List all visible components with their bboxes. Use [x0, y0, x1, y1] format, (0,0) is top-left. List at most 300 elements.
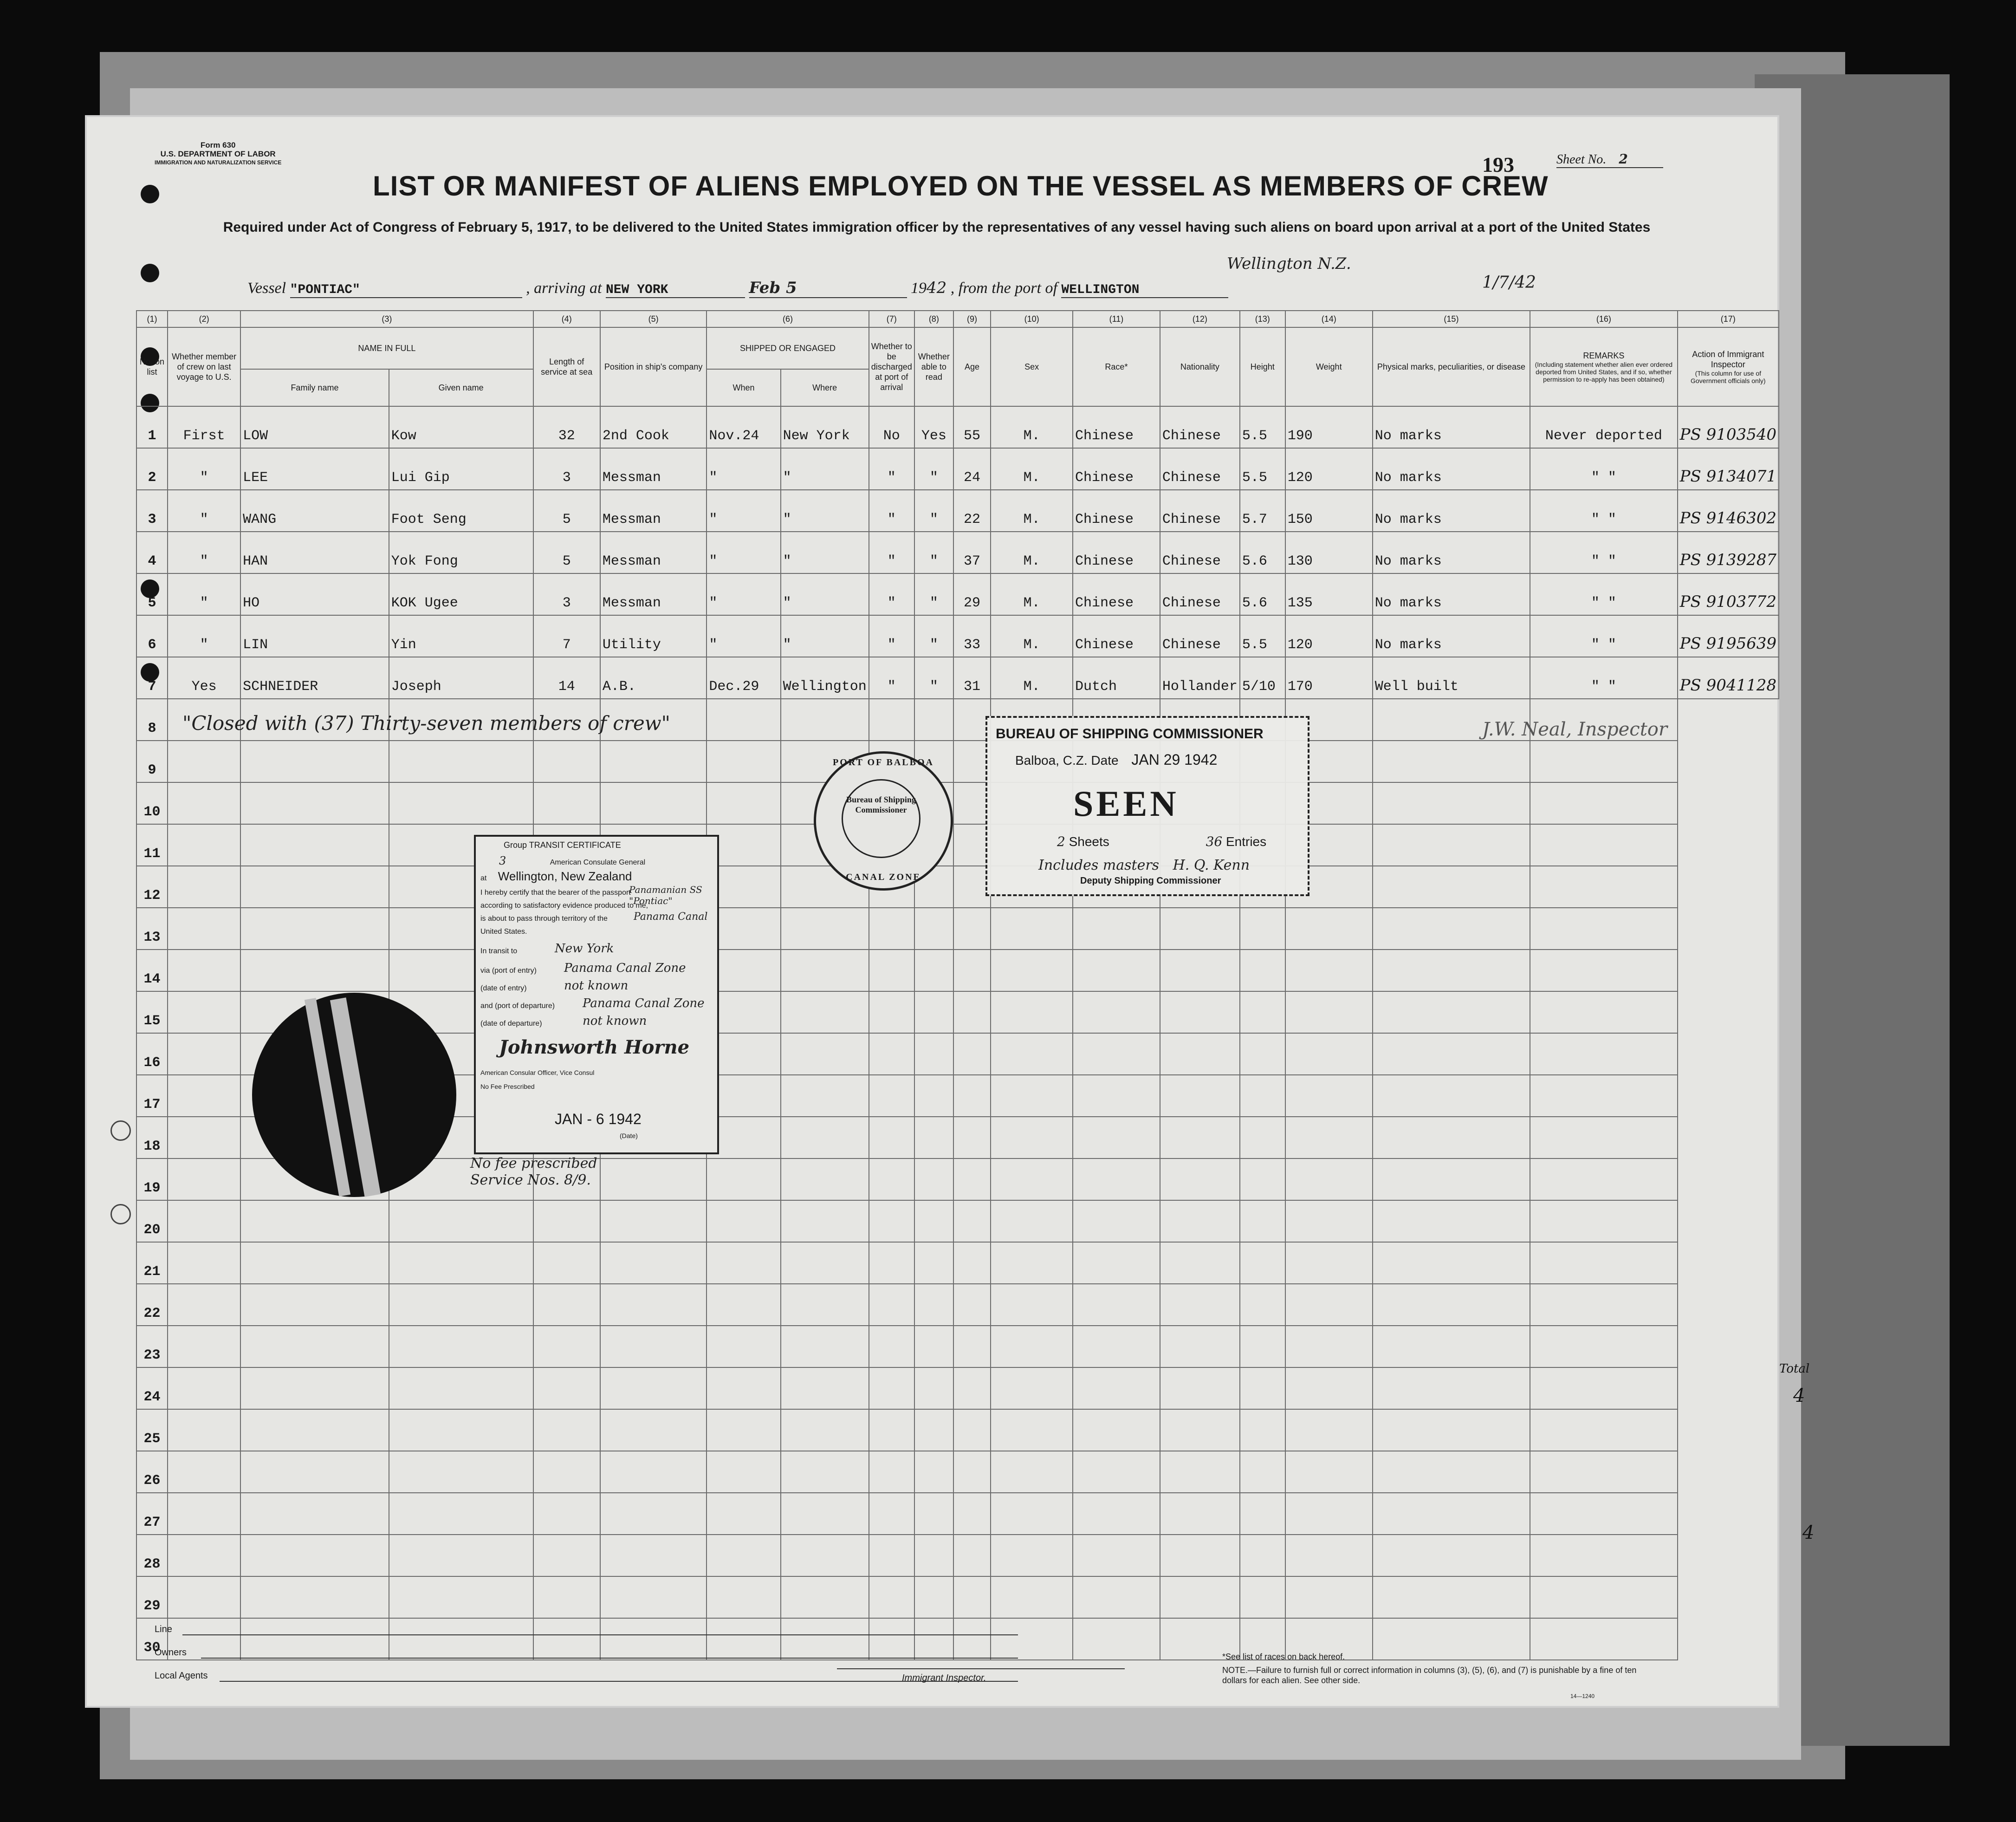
family-name: WANG: [240, 490, 389, 532]
service-years: 5: [533, 490, 600, 532]
empty-cell: [240, 950, 389, 991]
row-number: 18: [136, 1117, 168, 1158]
last-voyage: Yes: [168, 657, 240, 699]
document-number: 193: [1482, 153, 1514, 176]
empty-cell: [168, 1493, 240, 1535]
empty-cell: [533, 1618, 600, 1660]
stamp-title: BUREAU OF SHIPPING COMMISSIONER: [996, 726, 1264, 742]
table-row: [136, 406, 1779, 448]
remarks: " ": [1530, 448, 1677, 490]
race: Dutch: [1073, 657, 1160, 699]
empty-cell: [707, 1409, 780, 1451]
crew-table: [136, 310, 1779, 1660]
cert-according: according to satisfactory evidence produced to me,: [480, 902, 648, 910]
empty-cell: [1373, 991, 1530, 1033]
row-number: 20: [136, 1200, 168, 1242]
age: 55: [953, 406, 991, 448]
empty-cell: [600, 1493, 707, 1535]
empty-cell: [869, 1367, 914, 1409]
total-value: 4: [1793, 1385, 1805, 1406]
race: Chinese: [1073, 532, 1160, 573]
row-number: 4: [136, 532, 168, 573]
remarks: " ": [1530, 657, 1677, 699]
stamp-signature: H. Q. Kenn: [1173, 857, 1250, 873]
empty-cell: [991, 1326, 1073, 1367]
empty-cell: [1285, 908, 1373, 950]
col-num: (7): [869, 311, 914, 327]
empty-cell: [1240, 1576, 1285, 1618]
shipping-commissioner-stamp: [985, 716, 1309, 896]
vessel-label: Vessel: [247, 280, 286, 297]
empty-cell: [1530, 1200, 1677, 1242]
empty-cell: [1373, 782, 1530, 824]
nationality: Chinese: [1160, 406, 1240, 448]
weight: 150: [1285, 490, 1373, 532]
empty-cell: [914, 908, 953, 950]
sex: M.: [991, 573, 1073, 615]
footer-inspector-rule: [837, 1668, 1125, 1669]
empty-cell: [168, 1117, 240, 1158]
row-number: 22: [136, 1284, 168, 1326]
sex: M.: [991, 532, 1073, 573]
empty-cell: [168, 1284, 240, 1326]
header-shipped: SHIPPED OR ENGAGED: [707, 327, 869, 369]
service-years: 14: [533, 657, 600, 699]
empty-cell: [168, 1326, 240, 1367]
empty-cell: [953, 1242, 991, 1284]
physical-marks: No marks: [1373, 406, 1530, 448]
empty-cell: [168, 866, 240, 908]
empty-cell: [781, 1409, 869, 1451]
empty-cell: [781, 1618, 869, 1660]
header-age: Age: [953, 327, 991, 406]
empty-cell: [953, 950, 991, 991]
cert-certify: I hereby certify that the bearer of the passport: [480, 889, 631, 897]
footer-note-fine: NOTE.—Failure to furnish full or correct information in columns (3), (5), (6), and (7) is punishable by a fine of ten dollars for each alien. See other side.: [1222, 1666, 1637, 1685]
empty-cell: [1240, 1033, 1285, 1075]
stamp-date: JAN 29 1942: [1131, 751, 1218, 768]
table-row: [136, 573, 1779, 615]
shipped-when: ": [707, 615, 780, 657]
empty-cell: [1160, 950, 1240, 991]
row-number: 16: [136, 1033, 168, 1075]
empty-cell: [168, 1451, 240, 1493]
table-row: [136, 1367, 1779, 1409]
col-num: (6): [707, 311, 869, 327]
table-row: [136, 532, 1779, 573]
empty-cell: [168, 991, 240, 1033]
discharged: ": [869, 657, 914, 699]
empty-cell: [533, 1451, 600, 1493]
shipped-where: ": [781, 532, 869, 573]
empty-cell: [991, 1200, 1073, 1242]
header-weight: Weight: [1285, 327, 1373, 406]
header-where: Where: [781, 369, 869, 406]
race: Chinese: [1073, 490, 1160, 532]
shipped-where: New York: [781, 406, 869, 448]
empty-cell: [1285, 1075, 1373, 1117]
empty-cell: [1160, 1075, 1240, 1117]
inspector-action: PS 9041128: [1678, 657, 1779, 699]
empty-cell: [1373, 1493, 1530, 1535]
table-row: [136, 741, 1779, 782]
shipped-when: ": [707, 532, 780, 573]
stamp-entries-label: Entries: [1225, 834, 1267, 849]
cert-at-label: at: [480, 874, 487, 882]
race: Chinese: [1073, 448, 1160, 490]
row-number: 8: [136, 699, 168, 741]
able-to-read: ": [914, 448, 953, 490]
row-number: 29: [136, 1576, 168, 1618]
arriving-label: , arriving at: [526, 280, 602, 297]
empty-cell: [1285, 1535, 1373, 1576]
empty-cell: [240, 908, 389, 950]
able-to-read: Yes: [914, 406, 953, 448]
shipped-where: ": [781, 573, 869, 615]
total-label: Total: [1779, 1362, 1810, 1376]
empty-cell: [389, 741, 533, 782]
stamp-role: Deputy Shipping Commissioner: [1080, 876, 1221, 886]
empty-cell: [991, 1535, 1073, 1576]
nationality: Chinese: [1160, 532, 1240, 573]
seal-top-text: PORT OF BALBOA: [833, 757, 934, 768]
family-name: LIN: [240, 615, 389, 657]
row-number: 19: [136, 1158, 168, 1200]
nationality: Chinese: [1160, 615, 1240, 657]
table-row: [136, 1284, 1779, 1326]
empty-cell: [1373, 1033, 1530, 1075]
service-years: 3: [533, 448, 600, 490]
empty-cell: [707, 699, 780, 741]
empty-cell: [1373, 741, 1530, 782]
empty-cell: [781, 1284, 869, 1326]
footer-note-races: *See list of races on back hereof.: [1222, 1652, 1345, 1661]
empty-cell: [914, 1493, 953, 1535]
empty-cell: [914, 1284, 953, 1326]
inspector-action: PS 9146302: [1678, 490, 1779, 532]
empty-cell: [1073, 1451, 1160, 1493]
footer-line-label: Line: [155, 1624, 172, 1634]
remarks: " ": [1530, 573, 1677, 615]
empty-cell: [869, 1326, 914, 1367]
empty-cell: [168, 1242, 240, 1284]
empty-cell: [1240, 1367, 1285, 1409]
empty-cell: [533, 1493, 600, 1535]
empty-cell: [389, 1284, 533, 1326]
empty-cell: [953, 1326, 991, 1367]
empty-cell: [1240, 1200, 1285, 1242]
empty-cell: [1530, 991, 1677, 1033]
col-num: (8): [914, 311, 953, 327]
year-prefix: 19: [911, 280, 927, 297]
total-value-2: 4: [1802, 1522, 1815, 1543]
empty-cell: [1285, 1284, 1373, 1326]
table-row: [136, 615, 1779, 657]
empty-cell: [1373, 1535, 1530, 1576]
empty-cell: [1240, 1242, 1285, 1284]
row-number: 17: [136, 1075, 168, 1117]
cert-dep-value: Panama Canal Zone: [583, 996, 705, 1010]
header-sex: Sex: [991, 327, 1073, 406]
cert-date-label: (Date): [620, 1132, 638, 1139]
physical-marks: No marks: [1373, 448, 1530, 490]
header-when: When: [707, 369, 780, 406]
empty-cell: [869, 1409, 914, 1451]
shipped-when: ": [707, 490, 780, 532]
race: Chinese: [1073, 573, 1160, 615]
empty-cell: [1073, 1200, 1160, 1242]
empty-cell: [991, 1284, 1073, 1326]
empty-cell: [389, 1409, 533, 1451]
nationality: Chinese: [1160, 490, 1240, 532]
empty-cell: [914, 991, 953, 1033]
row-number: 3: [136, 490, 168, 532]
empty-cell: [1530, 1367, 1677, 1409]
empty-cell: [240, 1535, 389, 1576]
empty-cell: [389, 1367, 533, 1409]
empty-cell: [991, 991, 1073, 1033]
empty-cell: [1373, 1409, 1530, 1451]
height: 5.5: [1240, 406, 1285, 448]
empty-cell: [707, 1200, 780, 1242]
cert-pass-value: Panama Canal: [634, 911, 708, 923]
page-title: LIST OR MANIFEST OF ALIENS EMPLOYED ON THE VESSEL AS MEMBERS OF CREW: [373, 170, 1549, 202]
empty-cell: [1160, 1117, 1240, 1158]
weight: 170: [1285, 657, 1373, 699]
stamp-entries-num: 36: [1206, 834, 1223, 849]
empty-cell: [781, 908, 869, 950]
empty-cell: [168, 741, 240, 782]
age: 37: [953, 532, 991, 573]
empty-cell: [781, 1242, 869, 1284]
empty-cell: [1530, 1576, 1677, 1618]
empty-cell: [914, 1200, 953, 1242]
empty-cell: [168, 1075, 240, 1117]
empty-cell: [1240, 1535, 1285, 1576]
empty-cell: [707, 1535, 780, 1576]
header-race: Race*: [1073, 327, 1160, 406]
empty-cell: [1073, 1535, 1160, 1576]
shipped-where: Wellington: [781, 657, 869, 699]
able-to-read: ": [914, 532, 953, 573]
empty-cell: [168, 1033, 240, 1075]
empty-cell: [869, 1200, 914, 1242]
position: Messman: [600, 490, 707, 532]
empty-cell: [600, 1200, 707, 1242]
empty-cell: [781, 991, 869, 1033]
row-number: 15: [136, 991, 168, 1033]
last-voyage: ": [168, 532, 240, 573]
footer-owners-label: Owners: [155, 1647, 187, 1658]
empty-cell: [1073, 950, 1160, 991]
able-to-read: ": [914, 657, 953, 699]
discharged: ": [869, 573, 914, 615]
empty-cell: [914, 1451, 953, 1493]
empty-cell: [1530, 1618, 1677, 1660]
punch-hole: [141, 264, 159, 282]
empty-cell: [869, 1117, 914, 1158]
empty-cell: [953, 1409, 991, 1451]
empty-cell: [1373, 1158, 1530, 1200]
manifest-sheet: [85, 115, 1815, 1708]
empty-cell: [1285, 1367, 1373, 1409]
shipped-when: Dec.29: [707, 657, 780, 699]
empty-cell: [1373, 1075, 1530, 1117]
row-number: 30: [136, 1618, 168, 1660]
given-name: Yok Fong: [389, 532, 533, 573]
vessel-value: "PONTIAC": [290, 283, 522, 298]
empty-cell: [991, 1242, 1073, 1284]
position: Messman: [600, 573, 707, 615]
seal-bottom-text: CANAL ZONE: [846, 872, 921, 882]
row-number: 10: [136, 782, 168, 824]
header-family-name: Family name: [240, 369, 389, 406]
department: U.S. DEPARTMENT OF LABOR: [160, 150, 276, 158]
col-num: (3): [240, 311, 533, 327]
date-handwritten: 1/7/42: [1482, 273, 1536, 292]
header-name: NAME IN FULL: [240, 327, 533, 369]
empty-cell: [1160, 1242, 1240, 1284]
stamp-place: [1015, 751, 1217, 768]
height: 5.5: [1240, 448, 1285, 490]
empty-cell: [1285, 1493, 1373, 1535]
height: 5.6: [1240, 532, 1285, 573]
empty-cell: [1240, 950, 1285, 991]
height: 5.7: [1240, 490, 1285, 532]
empty-cell: [991, 1576, 1073, 1618]
cert-via-label: via (port of entry): [480, 967, 537, 975]
empty-cell: [1073, 1493, 1160, 1535]
last-voyage: ": [168, 448, 240, 490]
physical-marks: No marks: [1373, 490, 1530, 532]
nationality: Chinese: [1160, 448, 1240, 490]
empty-cell: [869, 1075, 914, 1117]
empty-cell: [914, 1618, 953, 1660]
cert-at-value: Wellington, New Zealand: [498, 869, 632, 883]
cert-entry-value: not known: [564, 979, 629, 993]
table-row: [136, 950, 1779, 991]
row-number: 23: [136, 1326, 168, 1367]
empty-cell: [914, 1535, 953, 1576]
header-row-1: [136, 327, 1779, 369]
service-years: 32: [533, 406, 600, 448]
empty-cell: [991, 1451, 1073, 1493]
empty-cell: [1285, 1326, 1373, 1367]
empty-cell: [533, 1284, 600, 1326]
col-num: (17): [1678, 311, 1779, 327]
binder-ring: [110, 1204, 131, 1224]
empty-cell: [991, 1493, 1073, 1535]
header-action-note: (This column for use of Government officials only): [1691, 370, 1766, 384]
last-voyage: ": [168, 615, 240, 657]
empty-cell: [781, 1200, 869, 1242]
height: 5.5: [1240, 615, 1285, 657]
last-voyage: First: [168, 406, 240, 448]
col-num: (11): [1073, 311, 1160, 327]
footer-inspector-label: Immigrant Inspector.: [902, 1673, 986, 1683]
empty-cell: [240, 1326, 389, 1367]
row-number: 5: [136, 573, 168, 615]
empty-cell: [1240, 1451, 1285, 1493]
empty-cell: [1373, 1618, 1530, 1660]
shipped-where: ": [781, 448, 869, 490]
remarks: " ": [1530, 532, 1677, 573]
empty-cell: [953, 1576, 991, 1618]
stamp-sheets-num: 2: [1057, 834, 1065, 849]
empty-cell: [600, 1451, 707, 1493]
empty-cell: [953, 991, 991, 1033]
header-read: Whether able to read: [914, 327, 953, 406]
empty-cell: [1373, 908, 1530, 950]
family-name: LEE: [240, 448, 389, 490]
empty-cell: [533, 1242, 600, 1284]
empty-cell: [781, 1576, 869, 1618]
empty-cell: [781, 1367, 869, 1409]
empty-cell: [953, 1284, 991, 1326]
empty-cell: [953, 1535, 991, 1576]
empty-cell: [1073, 1242, 1160, 1284]
col-num: (10): [991, 311, 1073, 327]
empty-cell: [1073, 1075, 1160, 1117]
inspector-action: PS 9134071: [1678, 448, 1779, 490]
empty-cell: [1160, 1409, 1240, 1451]
inspector-action: PS 9103772: [1678, 573, 1779, 615]
empty-cell: [389, 1618, 533, 1660]
empty-cell: [1160, 1535, 1240, 1576]
cert-depdate-value: not known: [583, 1014, 647, 1028]
empty-cell: [869, 1451, 914, 1493]
empty-cell: [707, 1367, 780, 1409]
header-nationality: Nationality: [1160, 327, 1240, 406]
given-name: Yin: [389, 615, 533, 657]
empty-cell: [1285, 1576, 1373, 1618]
empty-cell: [1373, 1200, 1530, 1242]
header-height: Height: [1240, 327, 1285, 406]
empty-cell: [1285, 991, 1373, 1033]
row-number: 28: [136, 1535, 168, 1576]
empty-cell: [1240, 1493, 1285, 1535]
inspector-signature: J.W. Neal, Inspector: [1482, 719, 1667, 740]
empty-cell: [869, 1242, 914, 1284]
port-of-balboa-seal: [814, 751, 953, 891]
able-to-read: ": [914, 573, 953, 615]
cert-at-line: [480, 869, 632, 884]
given-name: Joseph: [389, 657, 533, 699]
inspector-action: PS 9195639: [1678, 615, 1779, 657]
empty-cell: [1530, 1158, 1677, 1200]
col-num: (12): [1160, 311, 1240, 327]
closed-with-note: "Closed with (37) Thirty-seven members of crew": [182, 712, 670, 735]
empty-cell: [240, 1618, 389, 1660]
weight: 120: [1285, 615, 1373, 657]
row-number: 9: [136, 741, 168, 782]
empty-cell: [914, 1117, 953, 1158]
family-name: HAN: [240, 532, 389, 573]
empty-cell: [914, 699, 953, 741]
row-number: 25: [136, 1409, 168, 1451]
cert-via-value: Panama Canal Zone: [564, 961, 686, 975]
empty-cell: [533, 782, 600, 824]
port-value: WELLINGTON: [1061, 283, 1228, 298]
empty-cell: [1530, 1033, 1677, 1075]
empty-cell: [1373, 950, 1530, 991]
empty-cell: [1073, 1117, 1160, 1158]
empty-cell: [168, 1535, 240, 1576]
empty-cell: [1285, 1242, 1373, 1284]
empty-cell: [1285, 1451, 1373, 1493]
port-label: , from the port of: [950, 280, 1057, 297]
empty-cell: [991, 1367, 1073, 1409]
